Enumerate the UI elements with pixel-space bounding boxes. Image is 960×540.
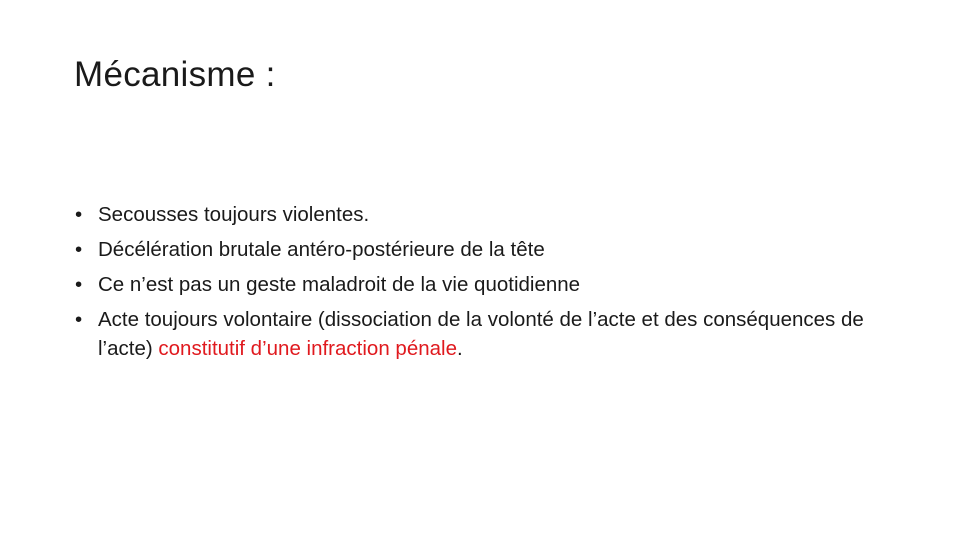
bullet-text: Décélération brutale antéro-postérieure de la tête xyxy=(98,238,545,261)
bullet-item xyxy=(74,235,894,264)
bullet-text: Acte toujours volontaire (dissociation de la volonté de l’acte et des conséquences de l’acte) xyxy=(98,308,864,360)
highlighted-text: constitutif d’une infraction pénale xyxy=(158,337,457,360)
slide-title: Mécanisme : xyxy=(74,55,276,94)
bullet-dot-icon: • xyxy=(75,203,83,226)
bullet-dot-icon: • xyxy=(75,273,83,296)
bullet-dot-icon: • xyxy=(75,308,83,331)
bullet-text: Secousses toujours violentes. xyxy=(98,203,370,226)
bullet-text: Ce n’est pas un geste maladroit de la vie quotidienne xyxy=(98,273,581,296)
bullet-item xyxy=(74,305,894,363)
bullet-dot-icon: • xyxy=(75,238,83,261)
bullet-item xyxy=(74,200,894,229)
bullet-list xyxy=(74,200,894,363)
bullet-text-suffix: . xyxy=(456,337,463,360)
bullet-item xyxy=(74,270,894,299)
